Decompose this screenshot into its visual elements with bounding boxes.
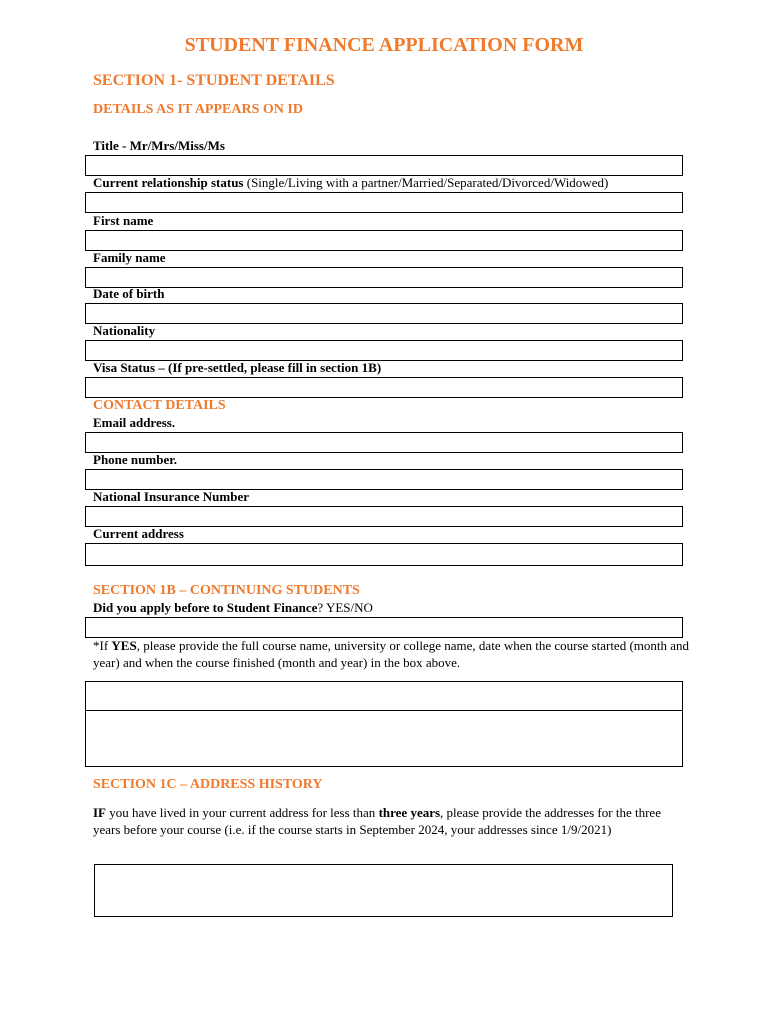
section-1-heading: SECTION 1- STUDENT DETAILS [93, 72, 335, 89]
form-title: STUDENT FINANCE APPLICATION FORM [184, 34, 584, 56]
relationship-label [93, 175, 608, 191]
dob-field[interactable] [85, 303, 683, 324]
applied-before-label [93, 600, 373, 616]
email-label: Email address. [93, 415, 176, 430]
note-if: IF [93, 805, 106, 820]
email-field[interactable] [85, 432, 683, 453]
family-name-field[interactable] [85, 267, 683, 288]
ni-label: National Insurance Number [93, 489, 250, 504]
continuing-note [93, 637, 693, 671]
applied-before-field[interactable] [85, 617, 683, 638]
first-name-label: First name [93, 213, 154, 228]
nationality-label: Nationality [93, 323, 156, 338]
applied-before-options: ? YES/NO [317, 600, 373, 615]
address-history-note [93, 804, 683, 838]
dob-label: Date of birth [93, 286, 165, 301]
note-three-years: three years [378, 805, 441, 820]
family-name-label: Family name [93, 250, 166, 265]
phone-field[interactable] [85, 469, 683, 490]
nationality-field[interactable] [85, 340, 683, 361]
note-rest: , please provide the full course name, university or college name, date when the course started (month and year) and when the course finished (month and year) in the box above. [93, 638, 690, 670]
section-1c-heading: SECTION 1C – ADDRESS HISTORY [93, 777, 323, 792]
note-text-2: , please provide the addresses for the three years before your course (i.e. if the course starts in September 2024, your addresses since 1/9/2021) [93, 805, 661, 837]
id-details-subheading: DETAILS AS IT APPEARS ON ID [93, 102, 303, 117]
contact-heading: CONTACT DETAILS [93, 398, 226, 413]
relationship-options: (Single/Living with a partner/Married/Separated/Divorced/Widowed) [246, 175, 609, 190]
ni-field[interactable] [85, 506, 683, 527]
course-details-box[interactable] [85, 681, 683, 767]
address-field[interactable] [85, 543, 683, 566]
relationship-field[interactable] [85, 192, 683, 213]
note-yes: YES [111, 638, 137, 653]
title-label: Title - Mr/Mrs/Miss/Ms [93, 138, 225, 153]
applied-before-question: Did you apply before to Student Finance [93, 600, 318, 615]
address-label: Current address [93, 526, 184, 541]
course-details-divider [86, 710, 682, 711]
title-field[interactable] [85, 155, 683, 176]
visa-label: Visa Status – (If pre-settled, please fill in section 1B) [93, 360, 382, 375]
visa-field[interactable] [85, 377, 683, 398]
note-prefix: *If [93, 638, 112, 653]
section-1b-heading: SECTION 1B – CONTINUING STUDENTS [93, 583, 360, 598]
first-name-field[interactable] [85, 230, 683, 251]
address-history-box[interactable] [94, 864, 673, 917]
phone-label: Phone number. [93, 452, 178, 467]
relationship-label-text: Current relationship status [93, 175, 244, 190]
note-text-1: you have lived in your current address for less than [106, 805, 379, 820]
